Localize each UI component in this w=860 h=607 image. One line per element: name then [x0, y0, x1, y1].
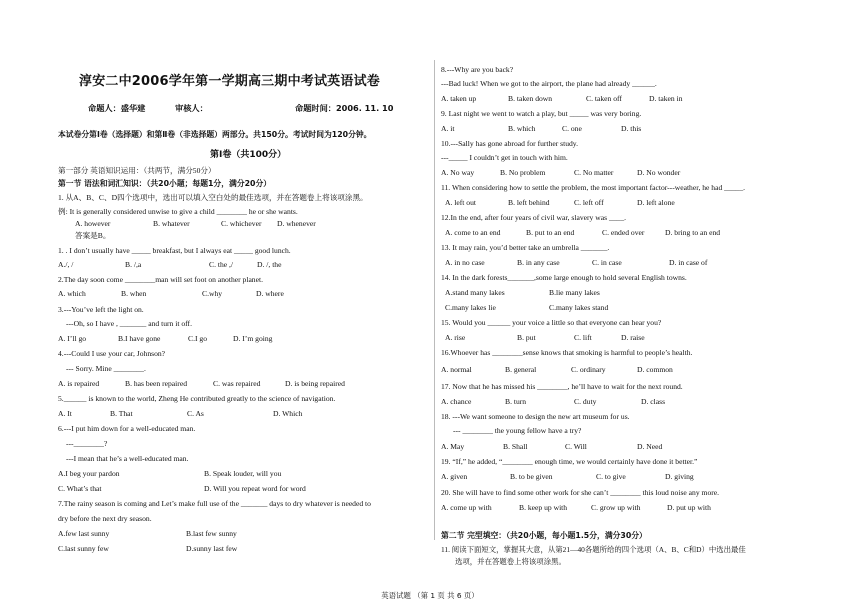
q10-option-b: B. No problem [500, 168, 546, 177]
exam-note: 本试卷分第Ⅰ卷（选择题）和第Ⅱ卷（非选择题）两部分。共150分。考试时间为120分钟。 [58, 130, 372, 139]
question-6-response: ---I mean that he’s a well-educated man. [66, 454, 189, 463]
q3-option-c: C.I go [188, 334, 207, 343]
question-20: 20. She will have to find some other work for she can’t ________ this loud noise any more. [441, 488, 720, 497]
q20-option-d: D. put up with [667, 503, 711, 512]
column-divider [434, 60, 435, 540]
q14-option-d: C.many lakes stand [549, 303, 609, 312]
q9-option-c: C. one [562, 124, 582, 133]
q12-option-d: D. bring to an end [665, 228, 721, 237]
q17-option-b: B. turn [505, 397, 527, 406]
question-11: 11. When considering how to settle the problem, the most important factor---weather, he had _____. [441, 183, 746, 192]
question-7: 7.The rainy season is coming and Let’s make full use of the _______ days to dry whatever is needed to [58, 499, 371, 508]
question-4: 4.---Could I use your car, Johnson? [58, 349, 166, 358]
q2-option-c: C.why [202, 289, 223, 298]
q15-option-a: A. rise [445, 333, 466, 342]
q5-option-a: A. It [58, 409, 72, 418]
question-3: 3.---You’ve left the light on. [58, 305, 144, 314]
author-label: 命题人：盛华建 [88, 103, 146, 113]
example-option-d: D. whenever [277, 219, 316, 228]
q18-option-b: B. Shall [503, 442, 528, 451]
q2-option-d: D. where [256, 289, 284, 298]
question-14: 14. In the dark forests_______,some large enough to hold several English towns. [441, 273, 687, 282]
example-option-a: A. however [75, 219, 111, 228]
q9-option-b: B. which [508, 124, 536, 133]
volume-title: 第Ⅰ卷（共100分） [210, 150, 287, 160]
q20-option-b: B. keep up with [519, 503, 568, 512]
question-18: 18. ---We want someone to design the new art museum for us. [441, 412, 630, 421]
q8-option-b: B. taken down [508, 94, 553, 103]
q14-option-a: A.stand many lakes [445, 288, 505, 297]
part-intro: 第一部分 英语知识运用：（共两节，满分50分） [58, 166, 216, 175]
q7-option-b: B.last few sunny [186, 529, 237, 538]
q12-option-c: C. ended over [602, 228, 645, 237]
q4-option-c: C. was repaired [213, 379, 261, 388]
q16-option-c: C. ordinary [571, 365, 606, 374]
question-6: 6.---I put him down for a well-educated man. [58, 424, 196, 433]
q17-option-a: A. chance [441, 397, 472, 406]
q15-option-c: C. lift [574, 333, 592, 342]
instruction-2-cont: 选项，并在答题卷上将该项涂黑。 [455, 557, 566, 566]
question-6-reply: ---________? [66, 439, 108, 448]
q15-option-b: B. put [517, 333, 536, 342]
q6-option-a: A.I beg your pardon [58, 469, 120, 478]
question-13: 13. It may rain, you’d better take an umbrella _______. [441, 243, 610, 252]
q11-option-b: B. left behind [508, 198, 550, 207]
q4-option-a: A. is repaired [58, 379, 100, 388]
q16-option-a: A. normal [441, 365, 472, 374]
q14-option-c: C.many lakes lie [445, 303, 496, 312]
question-9: 9. Last night we went to watch a play, but _____ was very boring. [441, 109, 642, 118]
q11-option-c: C. left off [574, 198, 604, 207]
instruction-1: 1. 从A、B、C、D四个选项中，选出可以填入空白处的最佳选项，并在答题卷上将该项涂黑。 [58, 193, 368, 202]
q6-option-c: C. What’s that [58, 484, 102, 493]
q18-option-d: D. Need [637, 442, 663, 451]
q16-option-d: D. common [637, 365, 673, 374]
date-label: 命题时间：2006. 11. 10 [295, 103, 394, 113]
q16-option-b: B. general [505, 365, 537, 374]
page-footer: 英语试题 （第 1 页 共 6 页） [381, 591, 479, 600]
example-option-b: B. whatever [153, 219, 190, 228]
q10-option-a: A. No way [441, 168, 475, 177]
q3-option-b: B.I have gone [118, 334, 161, 343]
question-4-reply: --- Sorry. Mine ________. [66, 364, 146, 373]
question-19: 19. “If,” he added, “________ enough time, we would certainly have done it better.” [441, 457, 698, 466]
q13-option-b: B. in any case [517, 258, 560, 267]
q17-option-c: C. duty [574, 397, 597, 406]
q4-option-d: D. is being repaired [285, 379, 345, 388]
q15-option-d: D. raise [621, 333, 645, 342]
q9-option-d: D. this [621, 124, 642, 133]
exam-title: 淳安二中2006学年第一学期高三期中考试英语试卷 [79, 74, 380, 89]
q7-option-a: A.few last sunny [58, 529, 110, 538]
q5-option-d: D. Which [273, 409, 303, 418]
question-12: 12.In the end, after four years of civil war, slavery was ____. [441, 213, 627, 222]
q3-option-d: D. I’m going [233, 334, 273, 343]
q11-option-a: A. left out [445, 198, 477, 207]
question-7-cont: dry before the next dry season. [58, 514, 152, 523]
example-answer: 答案是B。 [75, 231, 111, 240]
q20-option-a: A. come up with [441, 503, 492, 512]
q6-option-d: D. Will you repeat word for word [204, 484, 306, 493]
q1-option-a: A./, / [58, 260, 74, 269]
q1-option-b: B. /,a [125, 260, 142, 269]
q7-option-c: C.last sunny few [58, 544, 109, 553]
question-18-reply: --- ________ the young fellow have a try? [453, 426, 582, 435]
q14-option-b: B.lie many lakes [549, 288, 600, 297]
q19-option-b: B. to be given [510, 472, 553, 481]
q13-option-d: D. in case of [669, 258, 708, 267]
q8-option-d: D. taken in [649, 94, 683, 103]
q19-option-a: A. given [441, 472, 468, 481]
q13-option-c: C. in case [592, 258, 622, 267]
q17-option-d: D. class [641, 397, 666, 406]
q18-option-a: A. May [441, 442, 465, 451]
q12-option-b: B. put to an end [526, 228, 575, 237]
q18-option-c: C. Will [565, 442, 587, 451]
question-10-reply: ---_____ I couldn’t get in touch with him. [441, 153, 568, 162]
q5-option-c: C. As [187, 409, 204, 418]
q2-option-b: B. when [121, 289, 147, 298]
example-option-c: C. whichever [221, 219, 262, 228]
q9-option-a: A. it [441, 124, 455, 133]
section1-title: 第一节 语法和词汇知识：（共20小题；每题1分，满分20分） [58, 179, 272, 188]
question-3-reply: ---Oh, so I have , _______ and turn it off. [66, 319, 192, 328]
q4-option-b: B. has been repaired [125, 379, 187, 388]
q19-option-c: C. to give [596, 472, 626, 481]
section2-title: 第二节 完型填空：（共20小题，每小题1.5分，满分30分） [441, 531, 647, 540]
question-8: 8.---Why are you back? [441, 65, 514, 74]
q3-option-a: A. I’ll go [58, 334, 87, 343]
q7-option-d: D.sunny last few [186, 544, 238, 553]
q19-option-d: D. giving [665, 472, 694, 481]
question-10: 10.---Sally has gone abroad for further study. [441, 139, 578, 148]
reviewer-label: 审核人： [175, 103, 208, 113]
q20-option-c: C. grow up with [591, 503, 641, 512]
question-2: 2.The day soon come ________man will set foot on another planet. [58, 275, 263, 284]
q8-option-a: A. taken up [441, 94, 477, 103]
question-17: 17. Now that he has missed his ________, he’ll have to wait for the next round. [441, 382, 683, 391]
q6-option-b: B. Speak louder, will you [204, 469, 282, 478]
q1-option-c: C. the ,/ [209, 260, 234, 269]
q10-option-d: D. No wonder [637, 168, 681, 177]
instruction-2: 11. 阅读下面短文，掌握其大意，从第21—40各题所给的四个选项（A、B、C和D）中选出最佳 [441, 545, 746, 554]
example-question: 例: It is generally considered unwise to give a child ________ he or she wants. [58, 207, 298, 216]
q12-option-a: A. come to an end [445, 228, 501, 237]
q11-option-d: D. left alone [637, 198, 675, 207]
q1-option-d: D. /, the [257, 260, 282, 269]
question-15: 15. Would you ______ your voice a little so that everyone can hear you? [441, 318, 662, 327]
q13-option-a: A. in no case [445, 258, 485, 267]
q8-option-c: C. taken off [586, 94, 622, 103]
question-1: 1. . I don’t usually have _____ breakfast, but I always eat _____ good lunch. [58, 246, 291, 255]
q5-option-b: B. That [110, 409, 133, 418]
question-5: 5.______ is known to the world, Zheng He contributed greatly to the science of navigation. [58, 394, 336, 403]
q2-option-a: A. which [58, 289, 86, 298]
question-16: 16.Whoever has ________sense knows that smoking is harmful to people’s health. [441, 348, 693, 357]
q10-option-c: C. No matter [574, 168, 614, 177]
question-8-reply: ---Bad luck! When we got to the airport, the plane had already ______. [441, 79, 657, 88]
